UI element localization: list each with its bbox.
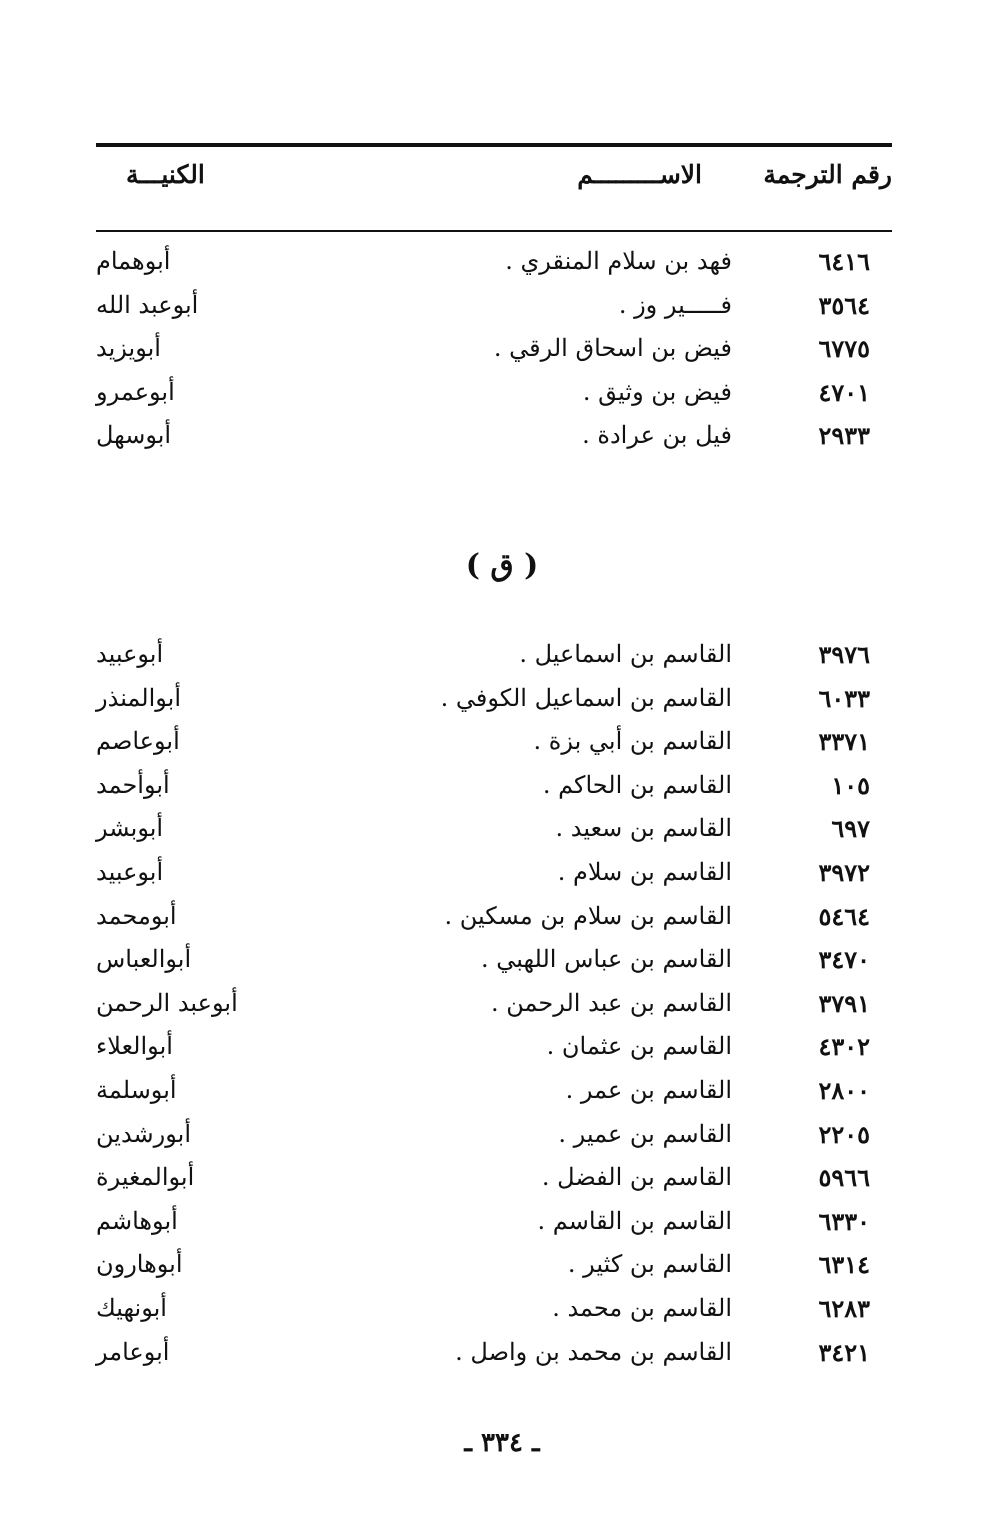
translation-number: ٣٤٢١	[818, 1337, 870, 1367]
person-name: فيل بن عرادة .	[582, 421, 732, 450]
kunya: أبوالمغيرة	[96, 1163, 195, 1192]
person-name: القاسم بن عباس اللهبي .	[480, 945, 732, 974]
kunya: أبويزيد	[96, 334, 161, 363]
table-row	[96, 727, 892, 771]
person-name: القاسم بن عثمان .	[546, 1032, 732, 1061]
person-name: فيض بن اسحاق الرقي .	[493, 334, 732, 363]
table-row	[96, 1032, 892, 1076]
kunya: أبوهارون	[96, 1250, 183, 1279]
kunya: أبوعبد الله	[96, 290, 199, 319]
kunya: أبوأحمد	[96, 770, 170, 799]
kunya: أبومحمد	[96, 901, 177, 930]
person-name: القاسم بن محمد بن واصل .	[455, 1337, 732, 1366]
table-row	[96, 640, 892, 684]
header-translation-number: رقم الترجمة	[763, 160, 892, 189]
kunya: أبوهمام	[96, 247, 171, 275]
translation-number: ٣٥٦٤	[818, 290, 870, 320]
kunya: أبوعامر	[96, 1337, 170, 1366]
person-name: القاسم بن كثير .	[567, 1250, 732, 1279]
section-q-list	[96, 640, 892, 1381]
person-name: فهد بن سلام المنقري .	[505, 247, 732, 275]
header-rule	[96, 230, 892, 232]
kunya: أبوالعباس	[96, 945, 192, 974]
kunya: أبوعبد الرحمن	[96, 988, 238, 1017]
translation-number: ٥٤٦٤	[818, 901, 870, 931]
table-row	[96, 247, 892, 291]
translation-number: ٣٣٧١	[818, 727, 870, 757]
translation-number: ٢٩٣٣	[818, 421, 870, 451]
translation-number: ٥٩٦٦	[818, 1163, 870, 1193]
kunya: أبوعبيد	[96, 857, 164, 886]
translation-number: ٦٣٣٠	[818, 1206, 870, 1236]
table-row	[96, 334, 892, 378]
table-row	[96, 771, 892, 815]
table-row	[96, 421, 892, 465]
person-name: فيض بن وثيق .	[582, 377, 732, 406]
translation-number: ٤٧٠١	[818, 377, 870, 407]
translation-number: ٤٣٠٢	[818, 1032, 870, 1062]
translation-number: ٦٧٧٥	[818, 334, 870, 364]
table-row	[96, 1294, 892, 1338]
person-name: القاسم بن سلام .	[557, 857, 732, 886]
table-row	[96, 902, 892, 946]
page-number: ـ ٣٣٤ ـ	[464, 1428, 540, 1458]
person-name: القاسم بن عمير .	[558, 1119, 732, 1148]
table-row	[96, 1250, 892, 1294]
kunya: أبوسهل	[96, 421, 172, 450]
kunya: أبوعمرو	[96, 377, 175, 406]
person-name: القاسم بن عمر .	[565, 1075, 732, 1104]
person-name: القاسم بن محمد .	[552, 1293, 732, 1322]
kunya: أبوالعلاء	[96, 1032, 173, 1061]
table-header	[96, 160, 892, 210]
table-row	[96, 378, 892, 422]
translation-number: ٣٩٧٢	[818, 857, 870, 887]
table-row	[96, 684, 892, 728]
person-name: القاسم بن القاسم .	[537, 1206, 732, 1235]
header-name: الاســـــــــم	[577, 160, 702, 189]
table-row	[96, 945, 892, 989]
person-name: القاسم بن سلام بن مسكين .	[444, 901, 732, 930]
kunya: أبوبشر	[96, 814, 164, 843]
translation-number: ٦٢٨٣	[818, 1293, 870, 1323]
translation-number: ٣٧٩١	[818, 988, 870, 1018]
table-row	[96, 291, 892, 335]
translation-number: ٦٩٧	[831, 814, 870, 844]
table-row	[96, 1120, 892, 1164]
translation-number: ٦٠٣٣	[818, 683, 870, 713]
section-heading-qaf: ( ق )	[465, 548, 539, 583]
kunya: أبوهاشم	[96, 1206, 178, 1235]
person-name: القاسم بن اسماعيل .	[519, 640, 732, 668]
kunya: أبوسلمة	[96, 1075, 177, 1104]
translation-number: ٢٢٠٥	[818, 1119, 870, 1149]
table-row	[96, 1163, 892, 1207]
top-rule	[96, 143, 892, 147]
person-name: فـــــير وز .	[618, 290, 732, 319]
kunya: أبوالمنذر	[96, 683, 182, 712]
kunya: أبونهيك	[96, 1293, 167, 1322]
person-name: القاسم بن عبد الرحمن .	[491, 988, 732, 1017]
person-name: القاسم بن الحاكم .	[542, 770, 732, 799]
person-name: القاسم بن أبي بزة .	[533, 727, 732, 756]
table-row	[96, 1207, 892, 1251]
person-name: القاسم بن اسماعيل الكوفي .	[440, 683, 732, 712]
translation-number: ٣٤٧٠	[818, 945, 870, 975]
person-name: القاسم بن سعيد .	[555, 814, 732, 843]
table-row	[96, 1076, 892, 1120]
translation-number: ٣٩٧٦	[818, 640, 870, 669]
person-name: القاسم بن الفضل .	[541, 1163, 732, 1192]
table-row	[96, 989, 892, 1033]
kunya: أبوعاصم	[96, 727, 180, 756]
kunya: أبورشدين	[96, 1119, 191, 1148]
table-row	[96, 1338, 892, 1382]
header-kunya: الكنيـــة	[126, 160, 205, 189]
translation-number: ٢٨٠٠	[818, 1075, 870, 1105]
section-f-list	[96, 247, 892, 465]
translation-number: ١٠٥	[831, 770, 870, 800]
translation-number: ٦٣١٤	[818, 1250, 870, 1280]
table-row	[96, 814, 892, 858]
translation-number: ٦٤١٦	[818, 247, 870, 276]
table-row	[96, 858, 892, 902]
kunya: أبوعبيد	[96, 640, 164, 668]
